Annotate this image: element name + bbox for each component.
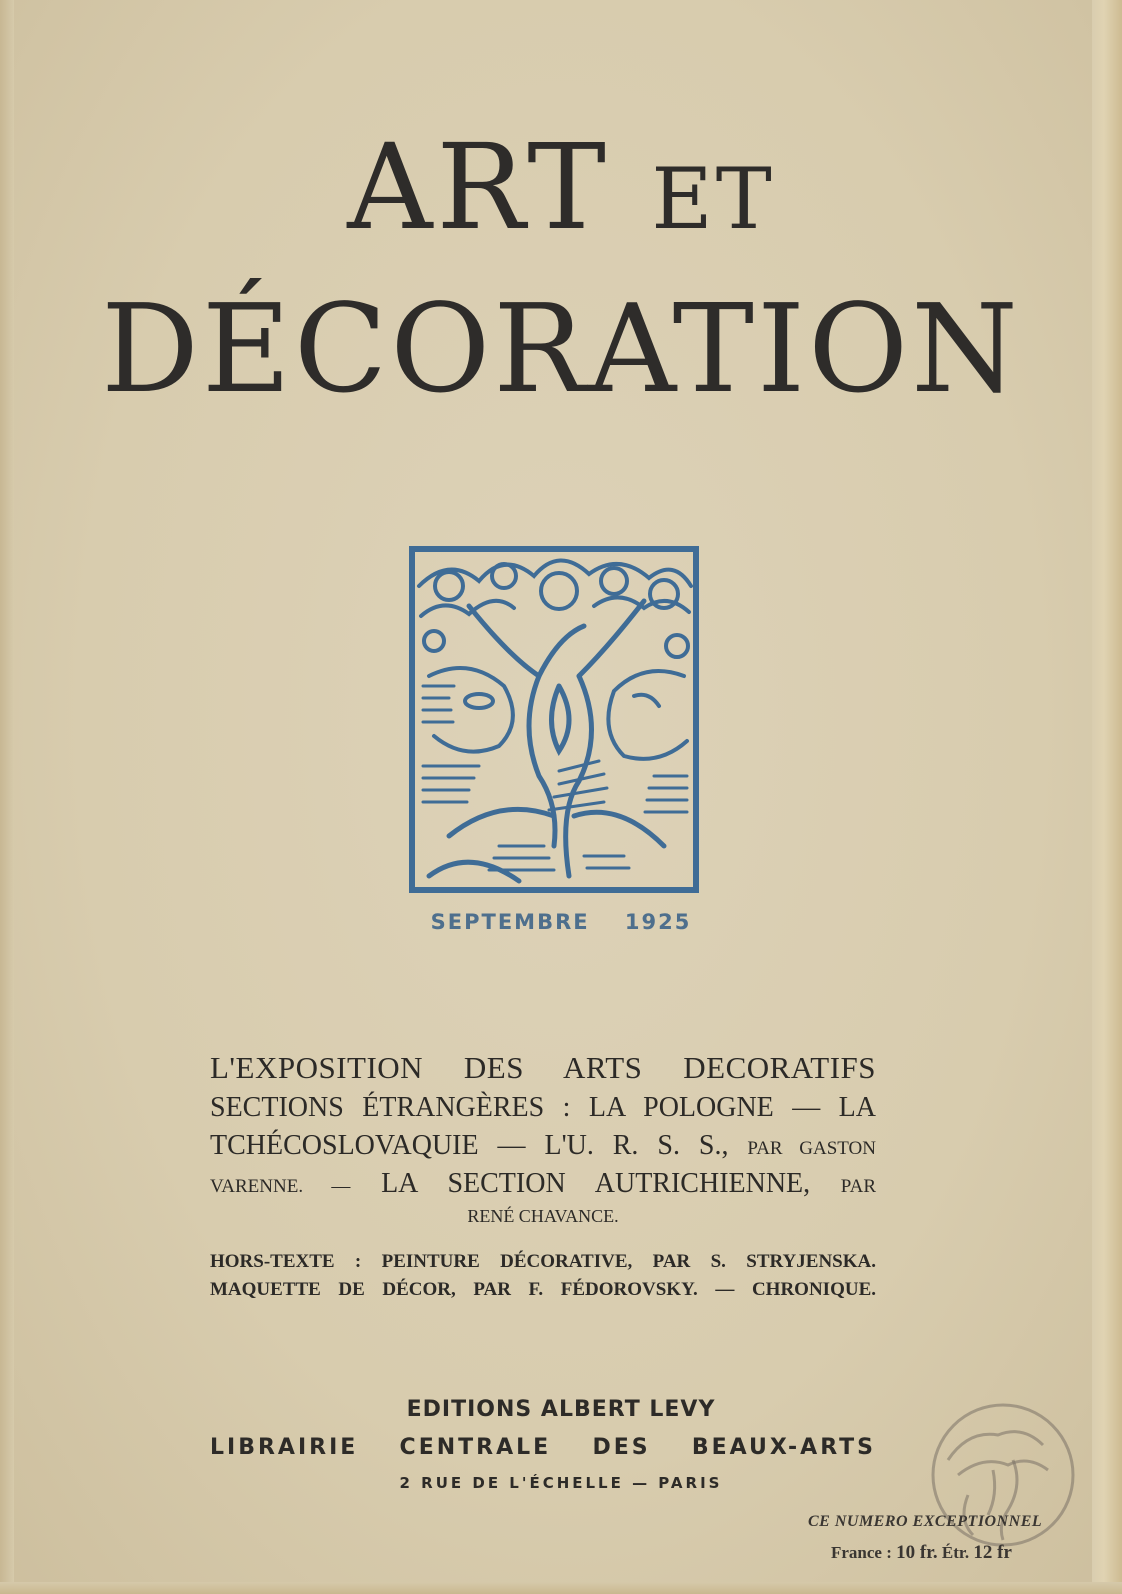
publisher-name: EDITIONS ALBERT LEVY [406,1397,716,1422]
issue-date: SEPTEMBRE 1925 [430,910,692,934]
contents-line-1: L'EXPOSITION DES ARTS DECORATIFS [210,1050,876,1085]
contents-line-4-main: LA SECTION AUTRICHIENNE, [381,1168,811,1199]
contents-line-3-main: TCHÉCOSLOVAQUIE — L'U. R. S. S., [210,1130,729,1161]
contents-line-4-small-b: PAR [840,1176,877,1197]
contents-line-3-small: PAR GASTON [747,1138,877,1159]
price-abroad-value: 12 fr [973,1542,1012,1563]
price-france-value: 10 fr. [896,1542,938,1563]
contents-line-4-small-a: VARENNE. — [210,1176,351,1197]
price-france-label: France : [831,1543,892,1562]
masthead-art: ART [347,118,610,256]
hors-texte-line-2: MAQUETTE DE DÉCOR, PAR F. FÉDOROVSKY. — CHRONIQUE. [210,1279,876,1300]
hors-texte-line-1: HORS-TEXTE : PEINTURE DÉCORATIVE, PAR S. STRYJENSKA. [210,1251,876,1272]
contents-line-4 [210,1168,876,1200]
woodcut-illustration [409,546,699,893]
bottom-edge [0,1582,1122,1594]
publisher-address: 2 RUE DE L'ÉCHELLE — PARIS [399,1474,723,1492]
contents-line-5: RENÉ CHAVANCE. [467,1206,619,1226]
masthead-line-2: DÉCORATION [101,278,1021,420]
price-line [831,1542,1012,1564]
contents-line-3 [210,1130,876,1162]
masthead-line-1 [0,118,1122,256]
table-of-contents [210,1050,876,1301]
masthead-et: ET [651,150,775,248]
price-abroad-label: Étr. [941,1543,970,1562]
special-issue-note: CE NUMERO EXCEPTIONNEL [808,1513,1043,1530]
publisher-house: LIBRAIRIE CENTRALE DES BEAUX-ARTS [210,1435,876,1460]
contents-line-2: SECTIONS ÉTRANGÈRES : LA POLOGNE — LA [210,1092,876,1123]
